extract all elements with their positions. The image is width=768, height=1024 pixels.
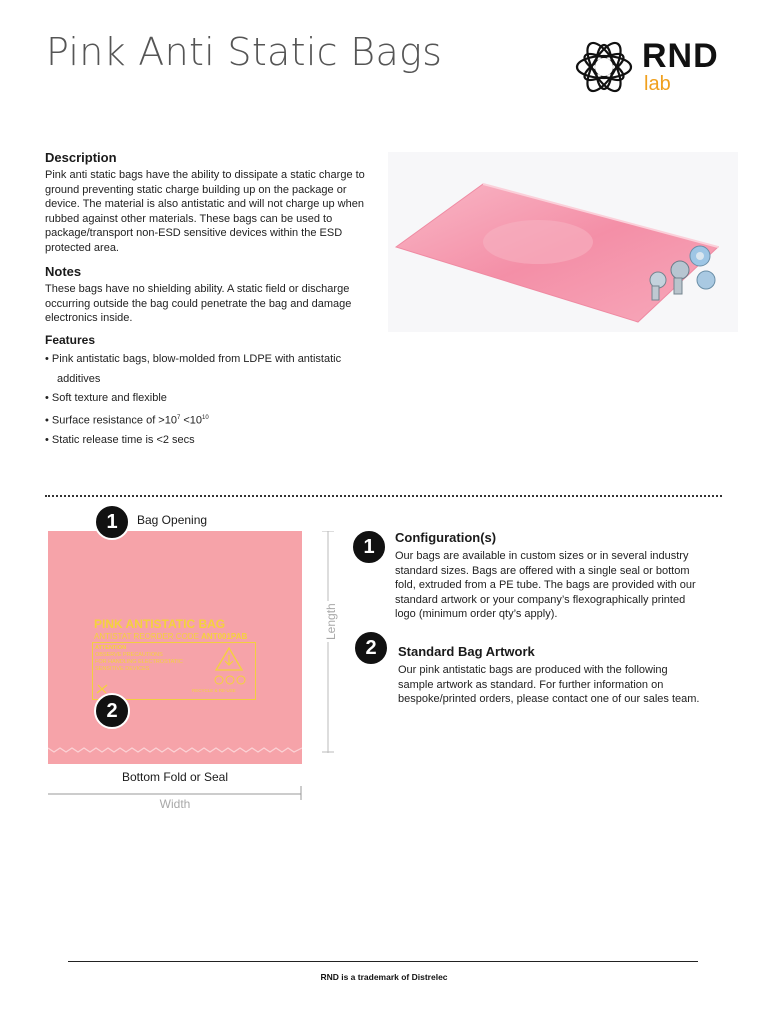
features-list — [45, 350, 385, 451]
description-line: package/transport non-ESD sensitive devices within the ESD — [45, 227, 343, 240]
bag-print-attention — [95, 645, 183, 673]
description-line: protected area. — [45, 241, 119, 254]
rnd-lab-logo — [572, 36, 732, 98]
notes-line: electronics inside. — [45, 312, 133, 325]
bag-seal-edge — [48, 746, 302, 764]
width-label: Width — [159, 797, 191, 811]
notes-text — [45, 282, 385, 326]
feature-superscript: 7 — [176, 414, 181, 421]
product-photo — [388, 152, 738, 332]
configuration-marker: 1 — [351, 529, 387, 565]
configuration-line: Our bags are available in custom sizes or in several industry — [395, 550, 689, 562]
feature-text: Static release time is <2 secs — [51, 434, 195, 447]
bag-print-reorder — [94, 632, 247, 641]
artwork-marker: 2 — [353, 630, 389, 666]
notes-line: These bags have no shielding ability. A static field or discharge — [45, 283, 350, 295]
recycle-icons — [214, 675, 248, 685]
length-dimension-line — [318, 531, 338, 753]
section-divider — [45, 495, 722, 497]
bag-opening-label: Bag Opening — [137, 513, 208, 527]
feature-text: Surface resistance of >10 — [51, 414, 177, 427]
artwork-heading: Standard Bag Artwork — [398, 644, 535, 659]
bullet: • — [45, 392, 49, 405]
feature-text: Pink antistatic bags, blow-molded from LDPE with antistatic — [51, 353, 342, 365]
features-section — [45, 333, 385, 451]
notes-heading: Notes — [45, 264, 82, 279]
esd-warning-icon — [214, 646, 244, 672]
bag-attention-line: FOR HANDLING ELECTROSTATIC — [95, 659, 183, 665]
configuration-text — [395, 549, 725, 622]
description-text — [45, 168, 385, 256]
notes-line: occurring outside the bag could penetrate the bag and damage — [45, 297, 352, 310]
description-line: rubbed against other materials. These bags can be used to — [45, 212, 333, 225]
feature-item — [45, 409, 385, 431]
bullet: • — [45, 414, 49, 427]
artwork-line: sample artwork as standard. For further information on — [398, 678, 664, 691]
bag-attention-line: SENSITIVE DEVICES — [95, 666, 150, 672]
logo-wordmark: RND — [642, 37, 719, 75]
footer-trademark: RND is a trademark of Distrelec — [320, 972, 448, 982]
page-title: Pink Anti Static Bags — [46, 30, 443, 74]
bag-attention-heading: ATTENTION — [95, 645, 127, 651]
footer-rule — [68, 961, 698, 962]
artwork-text — [398, 663, 728, 707]
feature-superscript: 10 — [202, 414, 209, 421]
bag-attention-line: OBSERVE PRECAUTIONS — [95, 652, 163, 658]
description-line: Pink anti static bags have the ability to dissipate a static charge to — [45, 169, 365, 181]
feature-text-continued: additives — [57, 372, 101, 385]
bag-reorder-label: ANTISTAT REORDER CODE — [94, 632, 199, 641]
length-label: Length — [324, 603, 338, 640]
feature-text: <10 — [180, 414, 203, 427]
description-heading: Description — [45, 150, 117, 165]
configuration-line: logo (minimum order qty’s apply). — [395, 608, 558, 621]
bag-print-small: RECYCLE & RE-USE — [192, 688, 236, 693]
artwork-line: Our pink antistatic bags are produced with the following — [398, 664, 668, 676]
esd-hand-icon — [96, 684, 108, 694]
configuration-line: fold, extruded from a PE tube. The bags are provided with our — [395, 579, 696, 592]
bag-print-title: PINK ANTISTATIC BAG — [94, 617, 226, 631]
marker-1-bag-opening: 1 — [94, 504, 130, 540]
configuration-line: standard artwork or your company’s flexographically printed — [395, 593, 686, 606]
notes-section — [45, 264, 385, 326]
rnd-logo-knot-icon — [572, 36, 636, 98]
bottom-fold-label: Bottom Fold or Seal — [121, 770, 229, 784]
configuration-heading: Configuration(s) — [395, 530, 497, 545]
description-section — [45, 150, 385, 256]
description-line: device. The material is also antistatic and will not charge up when — [45, 198, 364, 211]
bag-reorder-code: ANT001PAB — [201, 632, 248, 641]
bullet: • — [45, 434, 49, 447]
bullet: • — [45, 353, 49, 365]
feature-item — [45, 350, 385, 389]
configuration-line: standard sizes. Bags are offered with a single seal or bottom — [395, 564, 690, 577]
artwork-line: bespoke/printed orders, please contact one of our sales team. — [398, 693, 700, 706]
feature-text: Soft texture and flexible — [51, 392, 167, 405]
feature-item — [45, 389, 385, 409]
description-line: ground preventing static charge building up on the package or — [45, 183, 347, 196]
feature-item — [45, 431, 385, 451]
logo-sub: lab — [644, 73, 671, 95]
marker-2-artwork: 2 — [94, 693, 130, 729]
features-heading: Features — [45, 333, 96, 347]
